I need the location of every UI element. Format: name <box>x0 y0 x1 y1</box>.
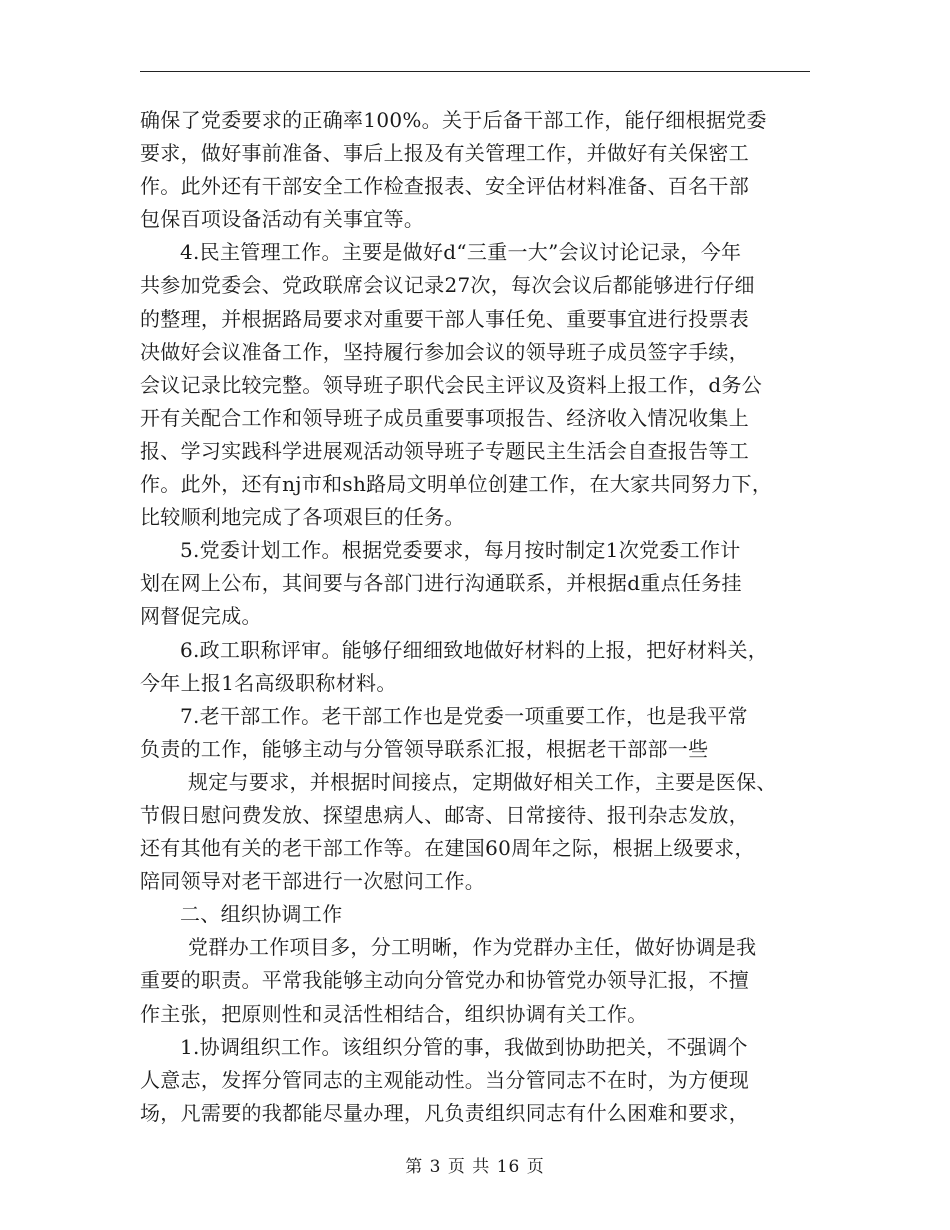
text-line: 6.政工职称评审。能够仔细细致地做好材料的上报，把好材料关， <box>180 637 769 662</box>
text-line: 比较顺利地完成了各项艰巨的任务。 <box>140 505 465 530</box>
text-line: 场，凡需要的我都能尽量办理，凡负责组织同志有什么困难和要求， <box>140 1100 749 1125</box>
text-line: 包保百项设备活动有关事宜等。 <box>140 207 425 232</box>
text-line: 报、学习实践科学进展观活动领导班子专题民主生活会自查报告等工 <box>140 438 749 463</box>
text-line: 作主张，把原则性和灵活性相结合，组织协调有关工作。 <box>140 1001 648 1026</box>
text-line: 作。此外，还有nj市和sh路局文明单位创建工作，在大家共同努力下， <box>140 472 773 497</box>
header-rule <box>140 71 810 72</box>
text-line: 开有关配合工作和领导班子成员重要事项报告、经济收入情况收集上 <box>140 405 749 430</box>
text-line: 要求，做好事前准备、事后上报及有关管理工作，并做好有关保密工 <box>140 141 749 166</box>
text-line: 陪同领导对老干部进行一次慰问工作。 <box>140 869 486 894</box>
text-line: 5.党委计划工作。根据党委要求，每月按时制定1次党委工作计 <box>180 538 741 563</box>
section-heading: 二、组织协调工作 <box>180 902 343 927</box>
text-line: 会议记录比较完整。领导班子职代会民主评议及资料上报工作，d务公 <box>140 372 763 397</box>
text-line: 人意志，发挥分管同志的主观能动性。当分管同志不在时，为方便现 <box>140 1067 749 1092</box>
document-body <box>140 104 830 1130</box>
text-line: 党群办工作项目多，分工明晰，作为党群办主任，做好协调是我 <box>188 935 757 960</box>
text-line: 规定与要求，并根据时间接点，定期做好相关工作，主要是医保、 <box>188 769 777 794</box>
text-line: 7.老干部工作。老干部工作也是党委一项重要工作，也是我平常 <box>180 703 748 728</box>
text-line: 网督促完成。 <box>140 604 262 629</box>
text-line: 今年上报1名高级职称材料。 <box>140 670 397 695</box>
text-line: 共参加党委会、党政联席会议记录27次，每次会议后都能够进行仔细 <box>140 273 755 298</box>
text-line: 1.协调组织工作。该组织分管的事，我做到协助把关，不强调个 <box>180 1034 748 1059</box>
text-line: 4.民主管理工作。主要是做好d“三重一大”会议讨论记录，今年 <box>180 240 742 265</box>
text-line: 节假日慰问费发放、探望患病人、邮寄、日常接待、报刊杂志发放， <box>140 802 749 827</box>
text-line: 划在网上公布，其间要与各部门进行沟通联系，并根据d重点任务挂 <box>140 571 742 596</box>
page-footer: 第 3 页 共 16 页 <box>405 1157 545 1177</box>
text-line: 的整理，并根据路局要求对重要干部人事任免、重要事宜进行投票表 <box>140 306 749 331</box>
text-line: 还有其他有关的老干部工作等。在建国60周年之际，根据上级要求， <box>140 836 755 861</box>
text-line: 作。此外还有干部安全工作检查报表、安全评估材料准备、百名干部 <box>140 174 749 199</box>
text-line: 确保了党委要求的正确率100%。关于后备干部工作，能仔细根据党委 <box>140 108 767 132</box>
text-line: 重要的职责。平常我能够主动向分管党办和协管党办领导汇报，不擅 <box>140 968 749 993</box>
text-line: 负责的工作，能够主动与分管领导联系汇报，根据老干部部一些 <box>140 736 709 761</box>
text-line: 决做好会议准备工作，坚持履行参加会议的领导班子成员签字手续， <box>140 339 749 364</box>
